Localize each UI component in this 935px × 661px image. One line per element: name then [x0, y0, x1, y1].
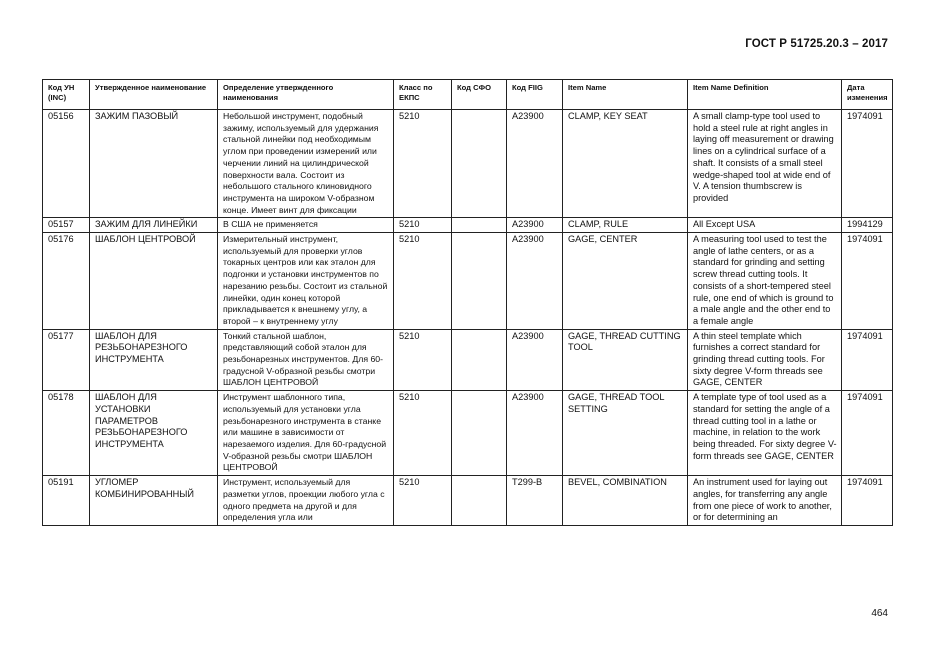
column-header-inc: Код УН (INC) — [43, 80, 90, 110]
column-header-date: Дата изменения — [842, 80, 893, 110]
cell-definition: Тонкий стальной шаблон, представляющий собой эталон для резьбонарезных инструментов. Для 60-градусной V-образной резьбы смотри ШАБЛОН ЦЕНТРОВОЙ — [218, 329, 394, 391]
cell-sfo — [452, 329, 507, 391]
cell-item-name: BEVEL, COMBINATION — [563, 476, 688, 526]
cell-name: ШАБЛОН ДЛЯ УСТАНОВКИ ПАРАМЕТРОВ РЕЗЬБОНАРЕЗНОГО ИНСТРУМЕНТА — [90, 391, 218, 476]
cell-date: 1994129 — [842, 218, 893, 233]
column-header-item-name: Item Name — [563, 80, 688, 110]
cell-item-name: GAGE, THREAD TOOL SETTING — [563, 391, 688, 476]
cell-inc: 05178 — [43, 391, 90, 476]
cell-fiig: T299-B — [507, 476, 563, 526]
cell-name: ЗАЖИМ ДЛЯ ЛИНЕЙКИ — [90, 218, 218, 233]
document-header: ГОСТ Р 51725.20.3 – 2017 — [745, 38, 888, 50]
cell-inc: 05157 — [43, 218, 90, 233]
cell-definition: Небольшой инструмент, подобный зажиму, используемый для удержания стальной линейки под необходимым углом при проведении измерений или черчении линий на цилиндрической поверхности вала. Состоит из небольшого стального клиновидного инструмента на широком V-образном конце. Имеет винт для фиксации — [218, 110, 394, 218]
cell-item-name: CLAMP, RULE — [563, 218, 688, 233]
column-header-fiig: Код FIIG — [507, 80, 563, 110]
cell-fiig: A23900 — [507, 110, 563, 218]
cell-item-definition: A measuring tool used to test the angle of lathe centers, or as a standard for grinding and setting screw thread cutting tools. It consists of a short-tempered steel rule, one end of which is ground to a male angle and the other end to a female angle — [688, 233, 842, 330]
cell-fiig: A23900 — [507, 233, 563, 330]
column-header-sfo: Код СФО — [452, 80, 507, 110]
page-number: 464 — [871, 608, 888, 619]
cell-inc: 05176 — [43, 233, 90, 330]
cell-definition: Измерительный инструмент, используемый для проверки углов токарных центров или как эталон для подгонки и установки инструментов по нарезанию резьбы. Состоит из стальной линейки, один конец которой прикладывается к внешнему углу, а второй – к внутреннему углу — [218, 233, 394, 330]
table-row — [43, 391, 893, 476]
items-table — [42, 79, 893, 526]
cell-class: 5210 — [394, 218, 452, 233]
cell-class: 5210 — [394, 391, 452, 476]
cell-class: 5210 — [394, 476, 452, 526]
cell-fiig: A23900 — [507, 391, 563, 476]
table-row — [43, 233, 893, 330]
cell-sfo — [452, 218, 507, 233]
cell-item-definition: A small clamp-type tool used to hold a steel rule at right angles in laying off measurement or drawing lines on a cylindrical surface of a shaft. It consists of a small steel wedge-shaped tool at wide end of V. A tension thumbscrew is provided — [688, 110, 842, 218]
cell-class: 5210 — [394, 329, 452, 391]
cell-sfo — [452, 391, 507, 476]
cell-class: 5210 — [394, 233, 452, 330]
cell-date: 1974091 — [842, 391, 893, 476]
table-header-row — [43, 80, 893, 110]
cell-inc: 05177 — [43, 329, 90, 391]
cell-date: 1974091 — [842, 476, 893, 526]
column-header-name: Утвержденное наименование — [90, 80, 218, 110]
cell-item-definition: All Except USA — [688, 218, 842, 233]
cell-item-name: CLAMP, KEY SEAT — [563, 110, 688, 218]
cell-date: 1974091 — [842, 233, 893, 330]
cell-sfo — [452, 110, 507, 218]
cell-inc: 05156 — [43, 110, 90, 218]
column-header-item-definition: Item Name Definition — [688, 80, 842, 110]
cell-definition: Инструмент, используемый для разметки углов, проекции любого угла с одного предмета на другой и для определения угла или — [218, 476, 394, 526]
column-header-class: Класс по ЕКПС — [394, 80, 452, 110]
cell-definition: Инструмент шаблонного типа, используемый для установки угла резьбонарезного инструмента в станке или машине в зависимости от нарезаемого изделия. Для 60-градусной V-образной резьбы смотри ШАБЛОН ЦЕНТРОВОЙ — [218, 391, 394, 476]
cell-class: 5210 — [394, 110, 452, 218]
cell-name: ШАБЛОН ДЛЯ РЕЗЬБОНАРЕЗНОГО ИНСТРУМЕНТА — [90, 329, 218, 391]
table-row — [43, 110, 893, 218]
cell-inc: 05191 — [43, 476, 90, 526]
cell-date: 1974091 — [842, 110, 893, 218]
cell-item-definition: A thin steel template which furnishes a correct standard for grinding thread cutting tools. For sixty degree V-form threads see GAGE, CENTER — [688, 329, 842, 391]
cell-fiig: A23900 — [507, 218, 563, 233]
cell-item-definition: A template type of tool used as a standard for setting the angle of a thread cutting tool in a lathe or machine, in relation to the work being threaded. For sixty degree V-form threads see GAGE, CENTER — [688, 391, 842, 476]
cell-date: 1974091 — [842, 329, 893, 391]
cell-item-definition: An instrument used for laying out angles, for transferring any angle from one piece of work to another, or for determining an — [688, 476, 842, 526]
cell-name: ЗАЖИМ ПАЗОВЫЙ — [90, 110, 218, 218]
column-header-definition: Определение утвержденного наименования — [218, 80, 394, 110]
cell-item-name: GAGE, CENTER — [563, 233, 688, 330]
table-row — [43, 329, 893, 391]
cell-fiig: A23900 — [507, 329, 563, 391]
table-row — [43, 218, 893, 233]
cell-sfo — [452, 476, 507, 526]
cell-definition: В США не применяется — [218, 218, 394, 233]
cell-name: УГЛОМЕР КОМБИНИРОВАННЫЙ — [90, 476, 218, 526]
table-row — [43, 476, 893, 526]
cell-item-name: GAGE, THREAD CUTTING TOOL — [563, 329, 688, 391]
cell-name: ШАБЛОН ЦЕНТРОВОЙ — [90, 233, 218, 330]
cell-sfo — [452, 233, 507, 330]
